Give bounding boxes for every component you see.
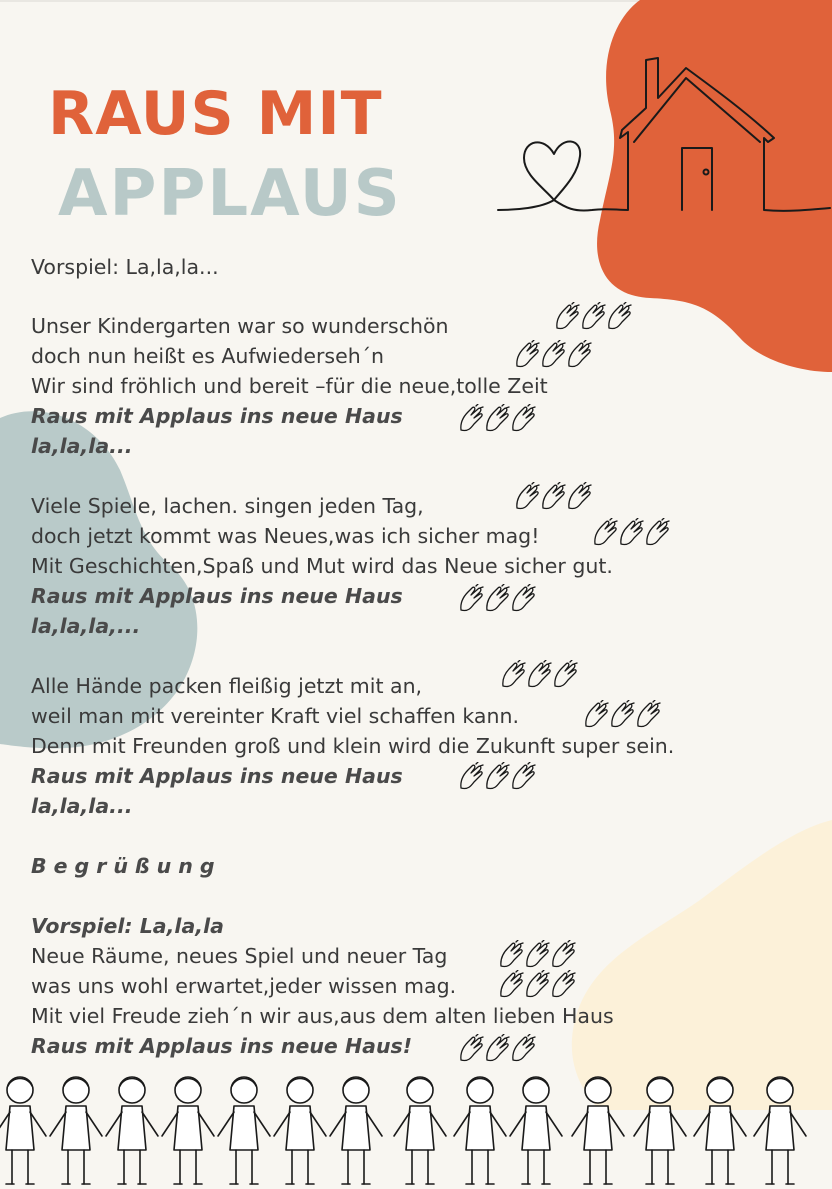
verse3-line1: Alle Hände packen fleißig jetzt mit an, — [31, 674, 423, 698]
clapping-hands-icon — [554, 302, 634, 334]
children-holding-hands-illustration — [0, 1068, 832, 1189]
section-heading-begruessung: Begrüßung — [31, 854, 222, 878]
clapping-hands-icon — [583, 700, 663, 732]
refrain-1-lalala: la,la,la... — [31, 434, 133, 458]
clapping-hands-icon — [458, 1034, 538, 1066]
clapping-hands-icon — [458, 404, 538, 436]
clapping-hands-icon — [514, 340, 594, 372]
clapping-hands-icon — [500, 660, 580, 692]
refrain-4: Raus mit Applaus ins neue Haus! — [31, 1034, 413, 1058]
cream-blob — [572, 820, 832, 1110]
verse4-line3: Mit viel Freude zieh´n wir aus,aus dem alten lieben Haus — [31, 1004, 614, 1028]
clapping-hands-icon — [498, 940, 578, 972]
refrain-2-lalala: la,la,la,... — [31, 614, 141, 638]
verse1-line2: doch nun heißt es Aufwiederseh´n — [31, 344, 384, 368]
clapping-hands-icon — [498, 970, 578, 1002]
clapping-hands-icon — [458, 762, 538, 794]
verse3-line2: weil man mit vereinter Kraft viel schaffen kann. — [31, 704, 519, 728]
refrain-3-lalala: la,la,la... — [31, 794, 133, 818]
verse1-line1: Unser Kindergarten war so wunderschön — [31, 314, 449, 338]
verse3-line3: Denn mit Freunden groß und klein wird die Zukunft super sein. — [31, 734, 675, 758]
verse2-line2: doch jetzt kommt was Neues,was ich sicher mag! — [31, 524, 540, 548]
title-line-2: APPLAUS — [58, 157, 402, 231]
intro-line-2: Vorspiel: La,la,la — [31, 914, 224, 938]
refrain-2: Raus mit Applaus ins neue Haus — [31, 584, 403, 608]
verse2-line3: Mit Geschichten,Spaß und Mut wird das Neue sicher gut. — [31, 554, 613, 578]
refrain-3: Raus mit Applaus ins neue Haus — [31, 764, 403, 788]
clapping-hands-icon — [514, 482, 594, 514]
refrain-1: Raus mit Applaus ins neue Haus — [31, 404, 403, 428]
title-line-1: RAUS MIT — [48, 79, 383, 149]
house-line-drawing-icon — [496, 50, 832, 225]
verse4-line2: was uns wohl erwartet,jeder wissen mag. — [31, 974, 457, 998]
intro-line: Vorspiel: La,la,la... — [31, 255, 219, 279]
clapping-hands-icon — [458, 584, 538, 616]
clapping-hands-icon — [592, 518, 672, 550]
verse4-line1: Neue Räume, neues Spiel und neuer Tag — [31, 944, 448, 968]
verse2-line1: Viele Spiele, lachen. singen jeden Tag, — [31, 494, 424, 518]
verse1-line3: Wir sind fröhlich und bereit –für die neue,tolle Zeit — [31, 374, 548, 398]
